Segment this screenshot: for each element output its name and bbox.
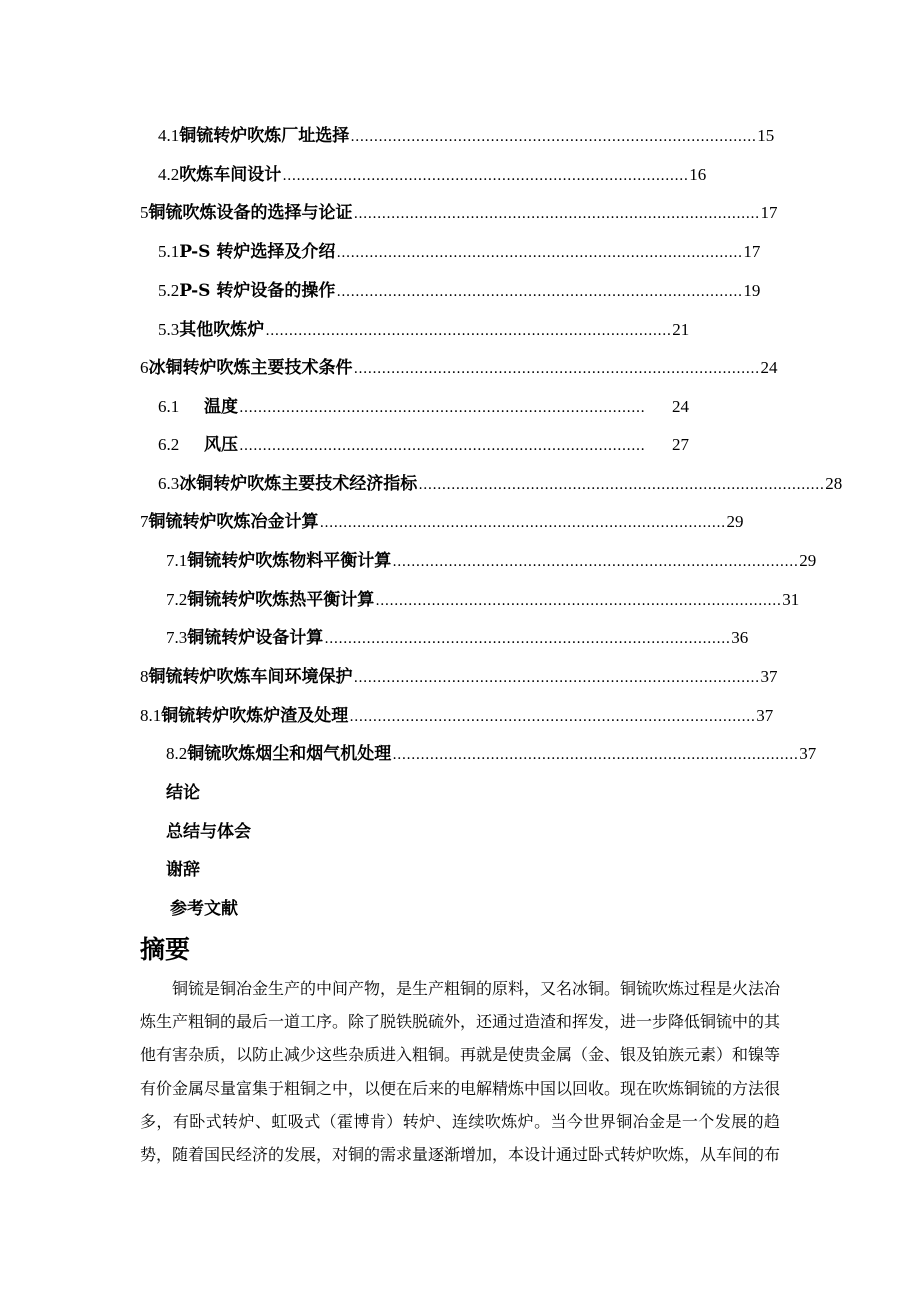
toc-entry-title: P-S 转炉设备的操作 (179, 281, 336, 301)
toc-entry-title: 铜锍吹炼烟尘和烟气机处理 (187, 744, 392, 764)
toc-entry-number: 7.3 (166, 628, 188, 647)
toc-entry-title: 铜锍转炉吹炼厂址选择 (179, 126, 350, 146)
toc-entry-number: 5.1 (158, 242, 180, 261)
toc-entry-number: 5.2 (158, 281, 180, 300)
toc-entry-4-2 (158, 162, 707, 188)
toc-entry-8-1 (140, 703, 774, 729)
toc-leader-dots: …………………………………………………………………………… (392, 554, 799, 570)
toc-entry-7-1 (166, 548, 817, 574)
toc-entry-number: 7 (140, 512, 149, 531)
toc-entry-conclusion: 结论 (166, 783, 200, 803)
abstract-paragraph: 铜锍是铜冶金生产的中间产物，是生产粗铜的原料，又名冰铜。铜锍吹炼过程是火法冶炼生产粗铜的最后一道工序。除了脱铁脱硫外，还通过造渣和挥发，进一步降低铜锍中的其他有害杂质，以防止减少这些杂质进入粗铜。再就是使贵金属（金、银及铂族元素）和镍等有价金属尽量富集于粗铜之中，以便在后来的电解精炼中国以回收。现在吹炼铜锍的方法很多，有卧式转炉、虹吸式（霍博肯）转炉、连续吹炼炉。当今世界铜冶金是一个发展的趋势，随着国民经济的发展，对铜的需求量逐渐增加，本设计通过卧式转炉吹炼，从车间的布 (140, 979, 781, 1165)
toc-entry-7 (140, 509, 744, 535)
toc-entry-page: 17 (760, 203, 778, 222)
toc-entry-number: 8 (140, 667, 149, 686)
toc-entry-number: 5 (140, 203, 149, 222)
toc-entry-number: 8.1 (140, 706, 162, 725)
toc-entry-page: 16 (689, 165, 707, 184)
toc-entry-title: P-S 转炉选择及介绍 (179, 242, 336, 262)
toc-entry-page: 37 (799, 744, 817, 763)
toc-entry-number: 5.3 (158, 320, 180, 339)
toc-entry-5-1 (158, 239, 761, 265)
toc-entry-page: 37 (756, 706, 774, 725)
toc-entry-title: 铜锍吹炼设备的选择与论证 (148, 203, 353, 223)
toc-entry-title: 冰铜转炉吹炼主要技术经济指标 (179, 474, 418, 494)
toc-leader-dots: …………………………………………………………………………… (418, 477, 825, 493)
toc-entry-number: 6.2 (158, 435, 180, 454)
toc-entry-title: 铜锍转炉吹炼冶金计算 (148, 512, 319, 532)
toc-entry-page: 15 (757, 126, 775, 145)
toc-entry-8 (140, 664, 778, 690)
toc-entry-title: 铜锍转炉设备计算 (187, 628, 324, 648)
toc-entry-page: 29 (726, 512, 744, 531)
toc-entry-title: 铜锍转炉吹炼物料平衡计算 (187, 551, 392, 571)
toc-entry-title: 铜锍转炉吹炼车间环境保护 (148, 667, 353, 687)
toc-leader-dots: …………………………………………………………………………… (265, 323, 672, 339)
toc-entry-page: 37 (760, 667, 778, 686)
toc-entry-references: 参考文献 (170, 899, 238, 919)
toc-entry-page: 31 (782, 590, 800, 609)
toc-entry-6-2 (158, 432, 689, 458)
toc-entry-6-3 (158, 471, 843, 497)
toc-entry-acknowledgements: 谢辞 (166, 860, 200, 880)
toc-entry-number: 6.1 (158, 397, 180, 416)
toc-entry-page: 24 (672, 397, 689, 416)
toc-entry-5 (140, 200, 778, 226)
toc-leader-dots: …………………………………………………………………………… (336, 284, 743, 300)
toc-entry-page: 17 (743, 242, 761, 261)
toc-entry-page: 29 (799, 551, 817, 570)
toc-entry-number: 7.1 (166, 551, 188, 570)
toc-leader-dots: …………………………………………………………………………… (324, 631, 731, 647)
toc-leader-dots: …………………………………………………………………………… (282, 168, 689, 184)
toc-entry-title: 其他吹炼炉 (179, 320, 265, 340)
toc-leader-dots: …………………………………………………………………………… (392, 747, 799, 763)
toc-leader-dots: …………………………………………………………………………… (375, 593, 782, 609)
toc-leader-dots: …………………………………………………………………………… (350, 129, 757, 145)
toc-leader-dots: …………………………………………………………………………… (319, 515, 726, 531)
toc-leader-dots: …………………………………………………………………………… (336, 245, 743, 261)
toc-entry-6 (140, 355, 778, 381)
toc-entry-title: 风压 (204, 435, 238, 455)
toc-entry-title: 温度 (204, 397, 238, 417)
toc-entry-number: 4.1 (158, 126, 180, 145)
toc-entry-8-2 (166, 741, 817, 767)
toc-entry-title: 冰铜转炉吹炼主要技术条件 (148, 358, 353, 378)
toc-entry-page: 21 (672, 320, 690, 339)
toc-entry-6-1 (158, 394, 689, 420)
toc-entry-number: 6.3 (158, 474, 180, 493)
toc-entry-page: 27 (672, 435, 689, 454)
toc-leader-dots: …………………………………………………………………………… (239, 400, 645, 416)
toc-leader-dots: …………………………………………………………………………… (239, 438, 645, 454)
toc-entry-page: 19 (743, 281, 761, 300)
toc-entry-7-3 (166, 625, 749, 651)
toc-leader-dots: …………………………………………………………………………… (349, 709, 756, 725)
abstract-heading: 摘要 (140, 935, 191, 964)
toc-entry-title: 铜锍转炉吹炼热平衡计算 (187, 590, 375, 610)
toc-leader-dots: …………………………………………………………………………… (353, 361, 760, 377)
toc-leader-dots: …………………………………………………………………………… (353, 670, 760, 686)
toc-leader-dots: …………………………………………………………………………… (353, 206, 760, 222)
toc-entry-7-2 (166, 587, 800, 613)
toc-entry-title: 铜锍转炉吹炼炉渣及处理 (161, 706, 349, 726)
toc-entry-summary: 总结与体会 (166, 822, 251, 842)
toc-entry-number: 7.2 (166, 590, 188, 609)
toc-entry-page: 36 (731, 628, 749, 647)
toc-entry-4-1 (158, 123, 775, 149)
toc-entry-page: 24 (760, 358, 778, 377)
toc-entry-title: 吹炼车间设计 (179, 165, 282, 185)
toc-entry-number: 8.2 (166, 744, 188, 763)
toc-entry-number: 6 (140, 358, 149, 377)
toc-entry-5-2 (158, 278, 761, 304)
toc-entry-page: 28 (825, 474, 843, 493)
toc-entry-5-3 (158, 317, 690, 343)
toc-entry-number: 4.2 (158, 165, 180, 184)
